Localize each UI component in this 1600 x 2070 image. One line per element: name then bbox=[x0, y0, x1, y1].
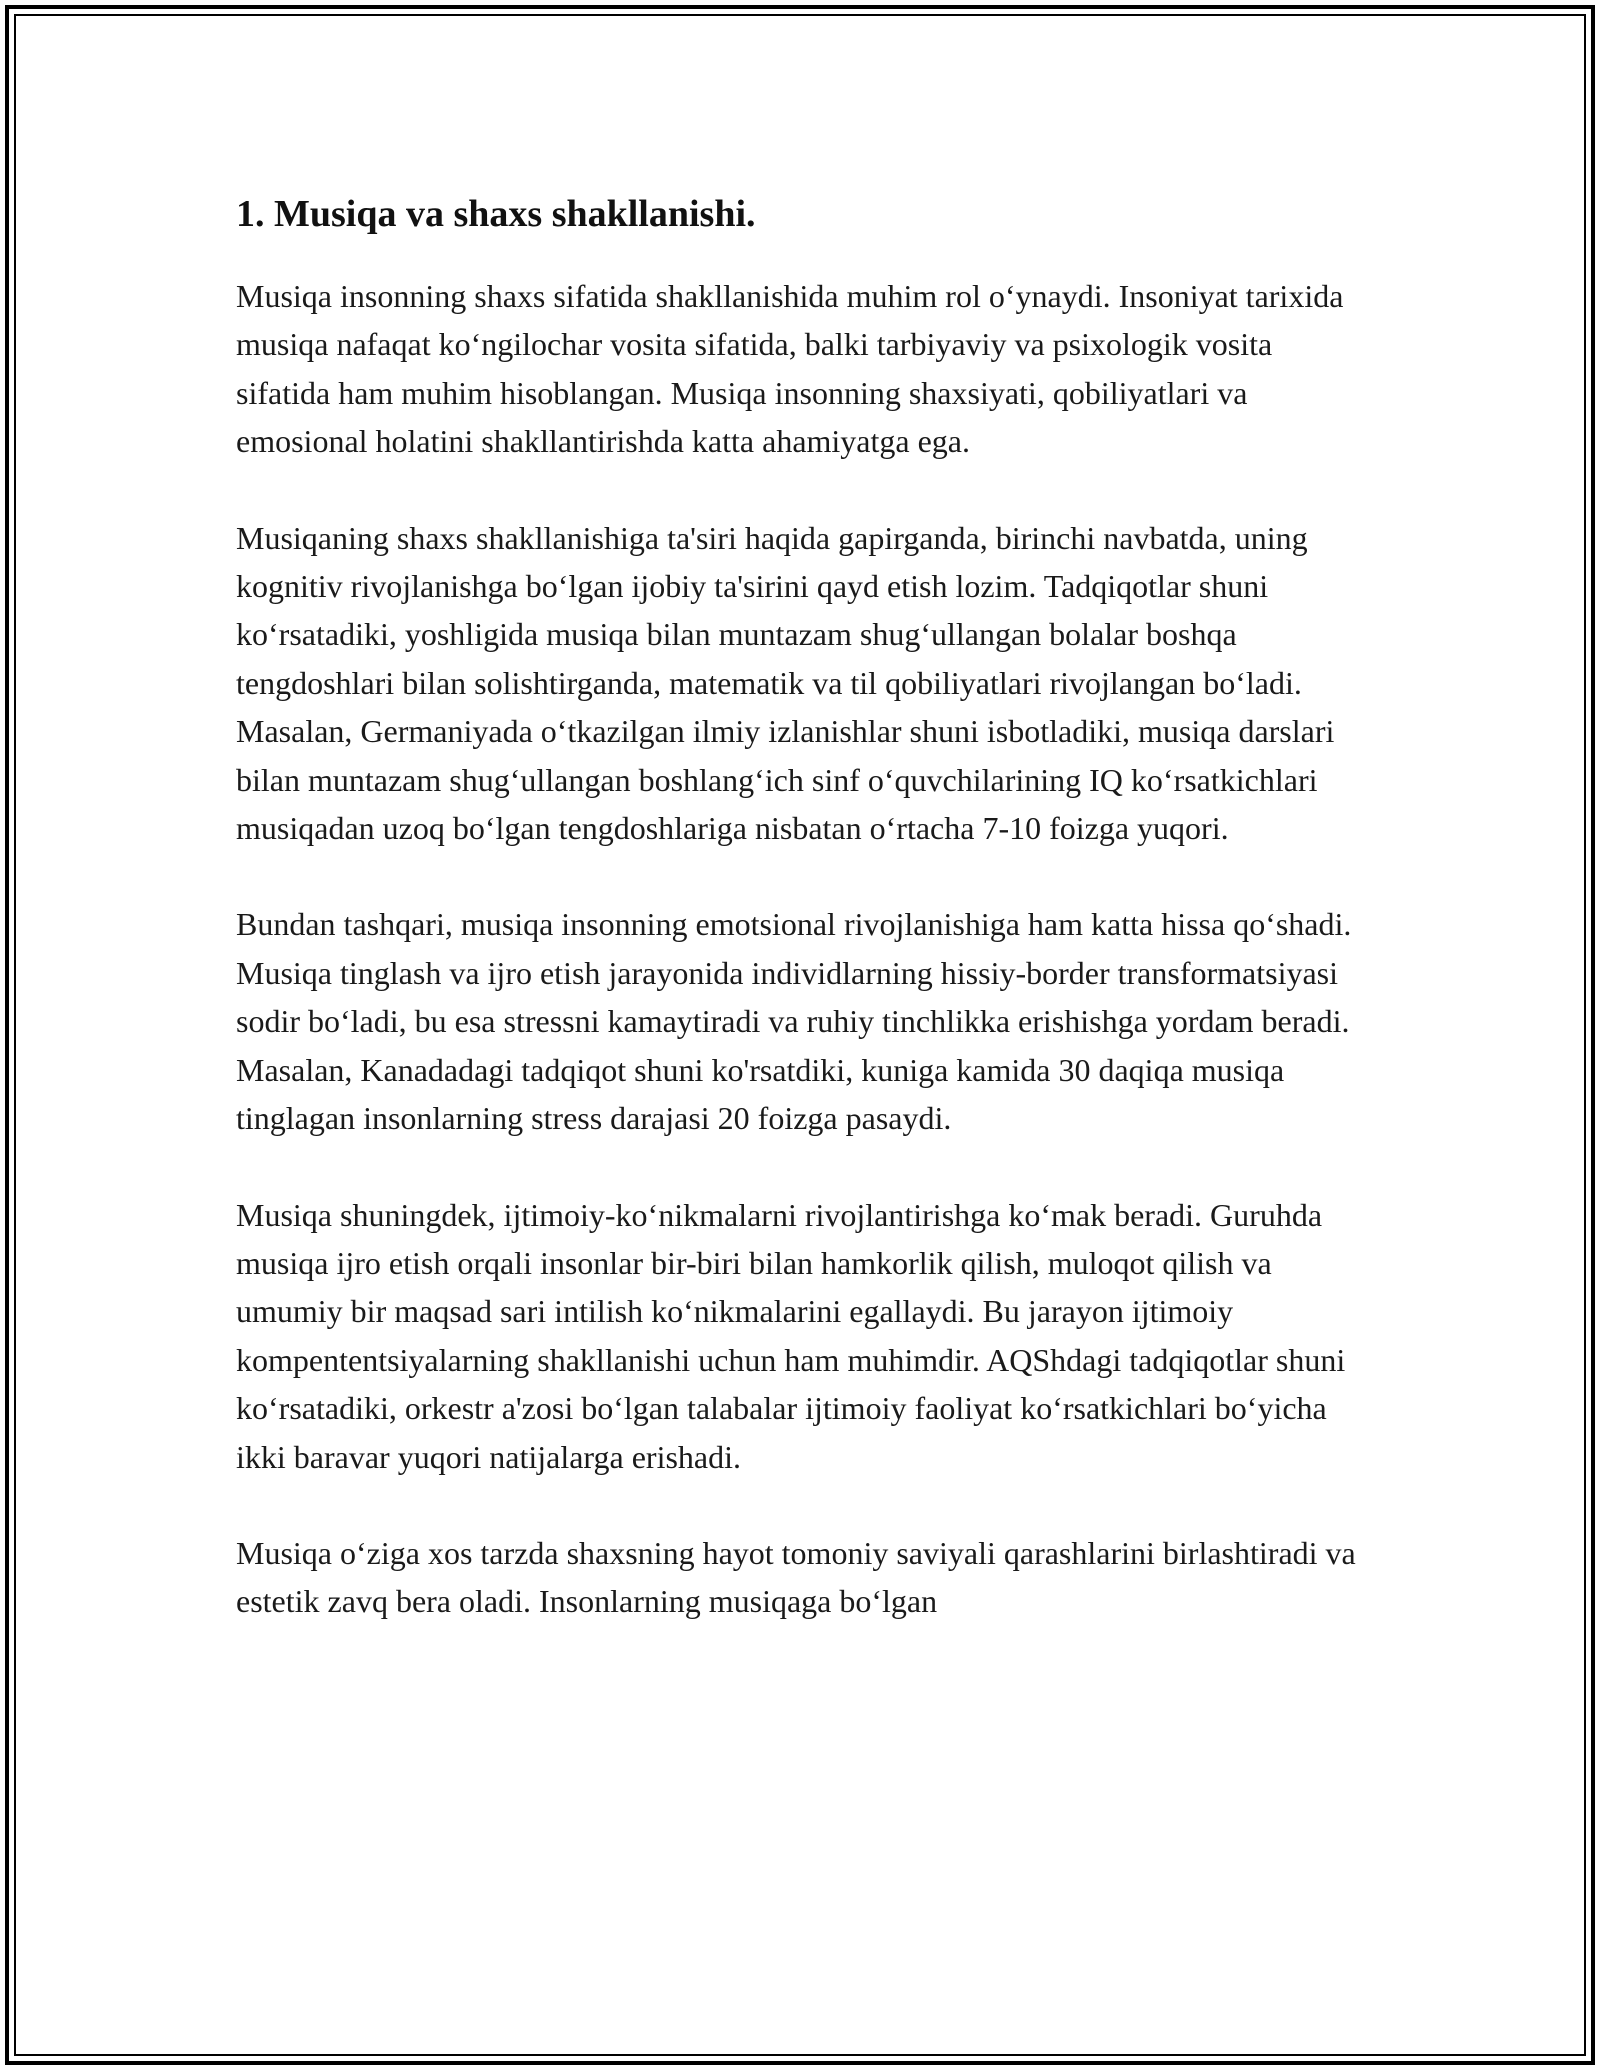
document-body bbox=[236, 188, 1356, 1626]
paragraph: Musiqa insonning shaxs sifatida shakllanishida muhim rol o‘ynaydi. Insoniyat tarixida musiqa nafaqat ko‘ngilochar vosita sifatida, balki tarbiyaviy va psixologik vosita sifatida ham muhim hisoblangan. Musiqa insonning shaxsiyati, qobiliyatlari va emosional holatini shakllantirishda katta ahamiyatga ega. bbox=[236, 278, 1344, 460]
section-heading: 1. Musiqa va shaxs shakllanishi. bbox=[236, 193, 756, 235]
paragraph: Musiqa o‘ziga xos tarzda shaxsning hayot tomoniy saviyali qarashlarini birlashtiradi va estetik zavq bera oladi. Insonlarning musiqaga bo‘lgan bbox=[236, 1534, 1356, 1620]
paragraph: Bundan tashqari, musiqa insonning emotsional rivojlanishiga ham katta hissa qo‘shadi. Musiqa tinglash va ijro etish jarayonida individlarning hissiy-border transformatsiyasi sodir bo‘ladi, bu esa stressni kamaytiradi va ruhiy tinchlikka erishishga yordam beradi. Masalan, Kanadadagi tadqiqot shuni ko'rsatdiki, kuniga kamida 30 daqiqa musiqa tinglagan insonlarning stress darajasi 20 foizga pasaydi. bbox=[236, 906, 1352, 1137]
paragraph: Musiqa shuningdek, ijtimoiy-ko‘nikmalarni rivojlantirishga ko‘mak beradi. Guruhda musiqa ijro etish orqali insonlar bir-biri bilan hamkorlik qilish, muloqot qilish va umumiy bir maqsad sari intilish ko‘nikmalarini egallaydi. Bu jarayon ijtimoiy kompententsiyalarning shakllanishi uchun ham muhimdir. AQShdagi tadqiqotlar shuni ko‘rsatadiki, orkestr a'zosi bo‘lgan talabalar ijtimoiy faoliyat ko‘rsatkichlari bo‘yicha ikki baravar yuqori natijalarga erishadi. bbox=[236, 1196, 1346, 1475]
paragraph: Musiqaning shaxs shakllanishiga ta'siri haqida gapirganda, birinchi navbatda, uning kognitiv rivojlanishga bo‘lgan ijobiy ta'sirini qayd etish lozim. Tadqiqotlar shuni ko‘rsatadiki, yoshligida musiqa bilan muntazam shug‘ullangan bolalar boshqa tengdoshlari bilan solishtirganda, matematik va til qobiliyatlari rivojlangan bo‘ladi. Masalan, Germaniyada o‘tkazilgan ilmiy izlanishlar shuni isbotladiki, musiqa darslari bilan muntazam shug‘ullangan boshlang‘ich sinf o‘quvchilarining IQ ko‘rsatkichlari musiqadan uzoq bo‘lgan tengdoshlariga nisbatan o‘rtacha 7-10 foizga yuqori. bbox=[236, 519, 1335, 847]
